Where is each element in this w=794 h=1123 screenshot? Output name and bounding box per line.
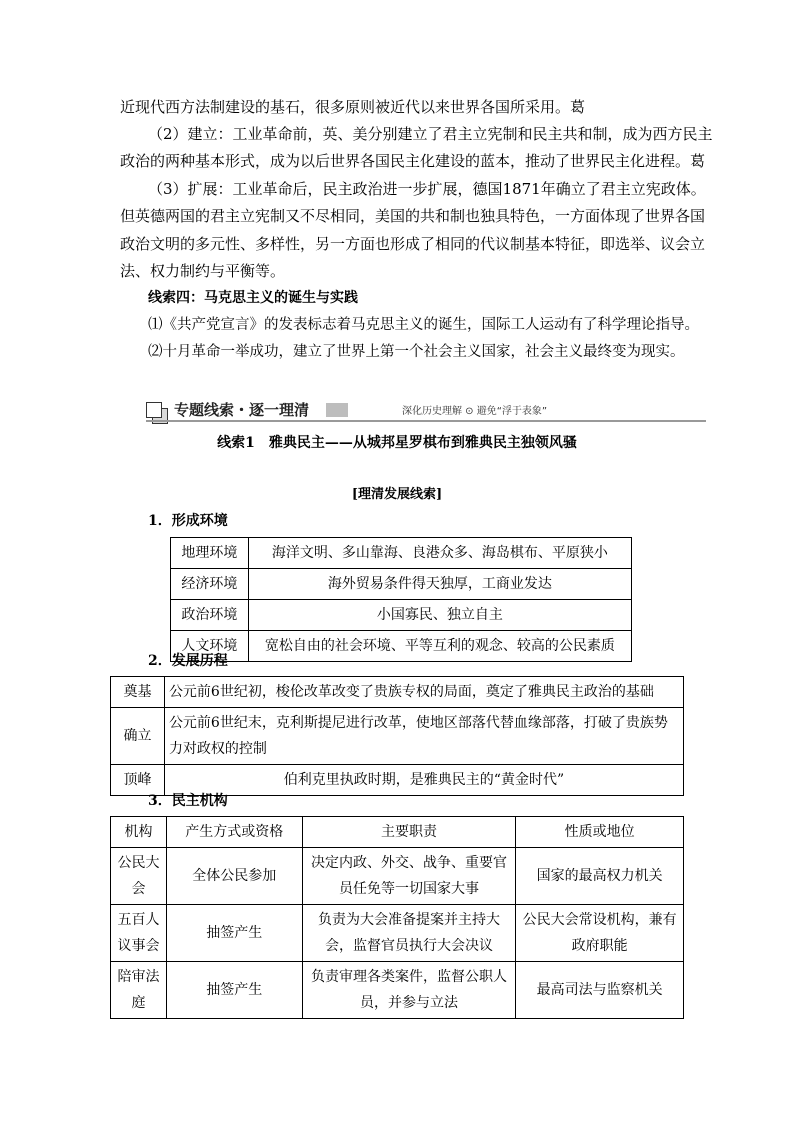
table-header-row <box>111 817 684 848</box>
banner-bar-decoration <box>326 403 348 417</box>
env-table <box>170 537 632 662</box>
history-value: 公元前6世纪末，克利斯提尼进行改革，使地区部落代替血缘部落，打破了贵族势力对政权的控制 <box>164 708 683 765</box>
institution-status: 国家的最高权力机关 <box>516 848 684 905</box>
banner-title: 专题线索・逐一理清 <box>174 401 310 419</box>
history-value: 伯利克里执政时期，是雅典民主的“黄金时代” <box>164 765 683 796</box>
history-heading: 2．发展历程 <box>148 653 228 669</box>
intro-line-1: 近现代西方法制建设的基石，很多原则被近代以来世界各国所采用。葛 <box>120 98 586 116</box>
intro-p3-line-4: 法、权力制约与平衡等。 <box>120 262 286 280</box>
column-header: 产生方式或资格 <box>166 817 302 848</box>
institution-name: 陪审法庭 <box>111 962 167 1019</box>
column-header: 主要职责 <box>302 817 516 848</box>
table-row <box>171 600 632 631</box>
institution-name: 五百人议事会 <box>111 905 167 962</box>
table-row <box>111 848 684 905</box>
table-row <box>171 538 632 569</box>
section-banner <box>146 400 706 422</box>
clue4-item-1: ⑴《共产党宣言》的发表标志着马克思主义的诞生，国际工人运动有了科学理论指导。 <box>148 317 699 333</box>
institution-duty: 决定内政、外交、战争、重要官员任免等一切国家大事 <box>302 848 516 905</box>
table-row <box>111 708 684 765</box>
env-label: 地理环境 <box>171 538 249 569</box>
history-label: 确立 <box>111 708 165 765</box>
banner-rule <box>146 420 706 422</box>
env-value: 小国寡民、独立自主 <box>248 600 631 631</box>
column-header: 机构 <box>111 817 167 848</box>
clue1-title: 线索1 雅典民主——从城邦星罗棋布到雅典民主独领风骚 <box>217 435 577 451</box>
history-value: 公元前6世纪初，梭伦改革改变了贵族专权的局面，奠定了雅典民主政治的基础 <box>164 677 683 708</box>
env-heading: 1．形成环境 <box>148 513 228 529</box>
intro-p2-line-2: 政治的两种基本形式，成为以后世界各国民主化建设的蓝本，推动了世界民主化进程。葛 <box>120 152 706 170</box>
clue4-title: 线索四：马克思主义的诞生与实践 <box>148 290 358 306</box>
intro-p2-line-1: （2）建立：工业革命前，英、美分别建立了君主立宪制和民主共和制，成为西方民主 <box>148 125 713 143</box>
history-label: 奠基 <box>111 677 165 708</box>
institution-method: 抽签产生 <box>166 962 302 1019</box>
intro-p3-line-3: 政治文明的多元性、多样性，另一方面也形成了相同的代议制基本特征，即选举、议会立 <box>120 235 706 253</box>
institutions-table <box>110 816 684 1019</box>
institution-duty: 负责为大会准备提案并主持大会，监督官员执行大会决议 <box>302 905 516 962</box>
table-row <box>111 905 684 962</box>
intro-p3-line-1: （3）扩展：工业革命后，民主政治进一步扩展，德国1871年确立了君主立宪政体。 <box>148 180 706 198</box>
env-value: 宽松自由的社会环境、平等互利的观念、较高的公民素质 <box>248 631 631 662</box>
banner-frame-icon <box>146 402 162 418</box>
institutions-heading: 3．民主机构 <box>148 793 228 809</box>
institution-status: 公民大会常设机构，兼有政府职能 <box>516 905 684 962</box>
env-label: 经济环境 <box>171 569 249 600</box>
column-header: 性质或地位 <box>516 817 684 848</box>
env-label: 政治环境 <box>171 600 249 631</box>
history-label: 顶峰 <box>111 765 165 796</box>
table-row <box>171 631 632 662</box>
clue4-item-2: ⑵十月革命一举成功，建立了世界上第一个社会主义国家，社会主义最终变为现实。 <box>148 344 685 360</box>
institution-status: 最高司法与监察机关 <box>516 962 684 1019</box>
institution-method: 全体公民参加 <box>166 848 302 905</box>
institution-name: 公民大会 <box>111 848 167 905</box>
banner-subtitle: 深化历史理解 ⊙ 避免“浮于表象” <box>402 406 548 417</box>
table-row <box>171 569 632 600</box>
env-value: 海洋文明、多山靠海、良港众多、海岛棋布、平原狭小 <box>248 538 631 569</box>
institution-method: 抽签产生 <box>166 905 302 962</box>
intro-p3-line-2: 但英德两国的君主立宪制又不尽相同，美国的共和制也独具特色，一方面体现了世界各国 <box>120 207 706 225</box>
table-row <box>111 677 684 708</box>
section-label: [理清发展线索] <box>351 487 443 502</box>
institution-duty: 负责审理各类案件，监督公职人员，并参与立法 <box>302 962 516 1019</box>
history-table <box>110 676 684 796</box>
env-value: 海外贸易条件得天独厚，工商业发达 <box>248 569 631 600</box>
table-row <box>111 962 684 1019</box>
env-label: 人文环境 <box>171 631 249 662</box>
